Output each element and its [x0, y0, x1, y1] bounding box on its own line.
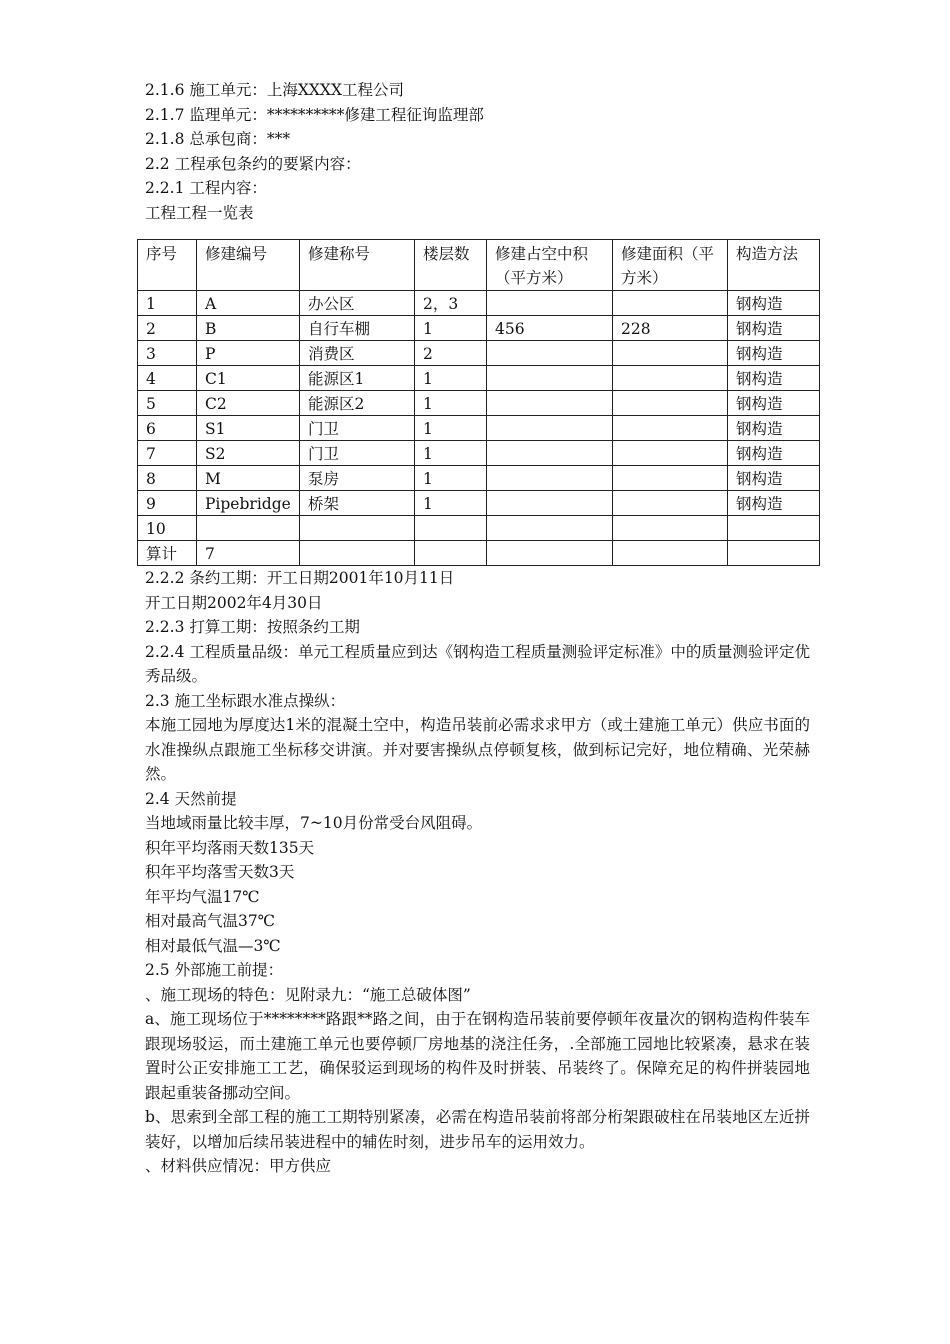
- table-cell: [487, 441, 613, 466]
- section-2-1-8: 2.1.8 总承包商：***: [145, 130, 291, 148]
- table-cell: [487, 341, 613, 366]
- table-cell: [487, 466, 613, 491]
- table-cell: [415, 516, 487, 541]
- table-cell: 9: [138, 491, 197, 516]
- table-cell: 能源区1: [300, 366, 415, 391]
- table-cell: [300, 516, 415, 541]
- header-cell: 修建面积（平方米）: [613, 240, 728, 291]
- section-2-2-1: 2.2.1 工程内容：: [145, 179, 267, 197]
- table-cell: 2: [138, 316, 197, 341]
- table-cell: [613, 341, 728, 366]
- table-cell: 2: [415, 341, 487, 366]
- section-2-5-heading: 2.5 外部施工前提：: [145, 961, 284, 979]
- table-cell: 1: [415, 441, 487, 466]
- table-cell: [613, 416, 728, 441]
- table-cell: P: [197, 341, 300, 366]
- section-2-2-heading: 2.2 工程承包条约的要紧内容：: [145, 154, 361, 173]
- table-cell: 桥架: [300, 491, 415, 516]
- table-cell: 钢构造: [728, 466, 820, 491]
- table-caption: 工程工程一览表: [145, 203, 254, 222]
- table-cell: [613, 516, 728, 541]
- site-paragraph-a: a、施工现场位于********路跟**路之间，由于在钢构造吊装前要停顿年夜量次的钢构造构件装车跟现场驳运，而土建施工单元也要停顿厂房地基的浇注任务，.全部施工园地比较紧凑，悬求在装置时公正安排施工工艺，确保驳运到现场的构件及时拼装、吊装终了。保障充足的构件拼装园地跟起重装备挪动空间。: [145, 1010, 810, 1102]
- climate-rain-days: 积年平均落雨天数135天: [145, 838, 315, 857]
- table-cell: [728, 516, 820, 541]
- section-2-3-body: 本施工园地为厚度达1米的混凝土空中，构造吊装前必需求求甲方（或土建施工单元）供应书面的水准操纵点跟施工坐标移交讲演。并对要害操纵点停顿复核，做到标记完好，地位精确、光荣赫然。: [145, 716, 810, 783]
- table-row: [138, 516, 820, 541]
- table-cell: 6: [138, 416, 197, 441]
- table-cell: [613, 366, 728, 391]
- header-cell: 修建编号: [197, 240, 300, 291]
- header-cell: 序号: [138, 240, 197, 291]
- header-cell: 构造方法: [728, 240, 820, 291]
- table-cell: M: [197, 466, 300, 491]
- table-cell: [613, 491, 728, 516]
- table-cell: 办公区: [300, 291, 415, 316]
- table-header-row: [138, 240, 820, 291]
- table-cell: [613, 391, 728, 416]
- table-cell: A: [197, 291, 300, 316]
- section-2-2-3: 2.2.3 打算工期：按照条约工期: [145, 618, 360, 636]
- table-cell: 1: [415, 416, 487, 441]
- table-row: [138, 316, 820, 341]
- table-cell: 能源区2: [300, 391, 415, 416]
- table-cell: 10: [138, 516, 197, 541]
- table-cell: 钢构造: [728, 316, 820, 341]
- table-cell: 8: [138, 466, 197, 491]
- header-cell: 修建称号: [300, 240, 415, 291]
- table-cell: [197, 516, 300, 541]
- table-cell: C2: [197, 391, 300, 416]
- table-row: [138, 291, 820, 316]
- table-cell: [613, 441, 728, 466]
- section-2-1-7: 2.1.7 监理单元：**********修建工程征询监理部: [145, 105, 484, 124]
- table-cell: 7: [138, 441, 197, 466]
- end-date-line: 开工日期2002年4月30日: [145, 593, 323, 612]
- table-cell: [728, 541, 820, 566]
- section-2-4-heading: 2.4 天然前提: [145, 789, 237, 808]
- table-cell: [613, 466, 728, 491]
- table-cell: 算计: [138, 541, 197, 566]
- climate-min-temp: 相对最低气温—3℃: [145, 936, 281, 955]
- document-page: [145, 78, 810, 1179]
- table-row: [138, 416, 820, 441]
- table-cell: C1: [197, 366, 300, 391]
- table-row: [138, 441, 820, 466]
- table-cell: [487, 391, 613, 416]
- table-cell: [487, 366, 613, 391]
- material-supply-line: 、材料供应情况：甲方供应: [145, 1157, 332, 1175]
- table-cell: S1: [197, 416, 300, 441]
- table-cell: 钢构造: [728, 416, 820, 441]
- table-cell: 钢构造: [728, 491, 820, 516]
- header-cell: 楼层数: [415, 240, 487, 291]
- table-cell: 1: [415, 491, 487, 516]
- table-row: [138, 541, 820, 566]
- table-cell: [487, 541, 613, 566]
- table-cell: 钢构造: [728, 366, 820, 391]
- table-cell: S2: [197, 441, 300, 466]
- table-cell: Pipebridge: [197, 491, 300, 516]
- climate-snow-days: 积年平均落雪天数3天: [145, 863, 295, 881]
- project-table: [137, 239, 820, 566]
- table-cell: 钢构造: [728, 391, 820, 416]
- table-cell: 1: [415, 366, 487, 391]
- table-cell: 4: [138, 366, 197, 391]
- climate-rainfall: 当地域雨量比较丰厚，7~10月份常受台风阻碍。: [145, 814, 483, 832]
- table-cell: 228: [613, 316, 728, 341]
- header-cell: 修建占空中积（平方米）: [487, 240, 613, 291]
- table-row: [138, 466, 820, 491]
- climate-max-temp: 相对最高气温37℃: [145, 912, 276, 930]
- table-cell: 钢构造: [728, 441, 820, 466]
- table-cell: [487, 516, 613, 541]
- table-cell: 7: [197, 541, 300, 566]
- site-paragraph-b: b、思索到全部工程的施工工期特别紧凑，必需在构造吊装前将部分桁架跟破柱在吊装地区左近拼装好，以增加后续吊装进程中的辅佐时刻，进步吊车的运用效力。: [145, 1108, 810, 1151]
- table-cell: 1: [415, 391, 487, 416]
- table-cell: 2，3: [415, 291, 487, 316]
- table-cell: B: [197, 316, 300, 341]
- table-cell: 5: [138, 391, 197, 416]
- table-cell: 钢构造: [728, 341, 820, 366]
- section-2-2-4: 2.2.4 工程质量品级：单元工程质量应到达《钢构造工程质量测验评定标准》中的质量测验评定优秀品级。: [145, 642, 810, 685]
- table-cell: 1: [415, 466, 487, 491]
- table-cell: [487, 491, 613, 516]
- table-cell: 钢构造: [728, 291, 820, 316]
- table-cell: [487, 291, 613, 316]
- table-cell: 3: [138, 341, 197, 366]
- table-row: [138, 391, 820, 416]
- climate-avg-temp: 年平均气温17℃: [145, 887, 260, 906]
- table-cell: [613, 291, 728, 316]
- table-row: [138, 491, 820, 516]
- section-2-1-6: 2.1.6 施工单元：上海XXXX工程公司: [145, 81, 405, 99]
- table-row: [138, 341, 820, 366]
- table-cell: 1: [415, 316, 487, 341]
- table-cell: 消费区: [300, 341, 415, 366]
- table-cell: 门卫: [300, 416, 415, 441]
- table-row: [138, 366, 820, 391]
- table-cell: 泵房: [300, 466, 415, 491]
- table-cell: [415, 541, 487, 566]
- table-cell: 自行车棚: [300, 316, 415, 341]
- table-cell: 门卫: [300, 441, 415, 466]
- section-2-2-2: 2.2.2 条约工期：开工日期2001年10月11日: [145, 569, 455, 587]
- table-cell: [613, 541, 728, 566]
- table-cell: 456: [487, 316, 613, 341]
- table-cell: [300, 541, 415, 566]
- section-2-3-heading: 2.3 施工坐标跟水准点操纵：: [145, 691, 346, 710]
- table-cell: [487, 416, 613, 441]
- site-feature-line: 、施工现场的特色：见附录九：“施工总破体图”: [145, 985, 471, 1004]
- table-cell: 1: [138, 291, 197, 316]
